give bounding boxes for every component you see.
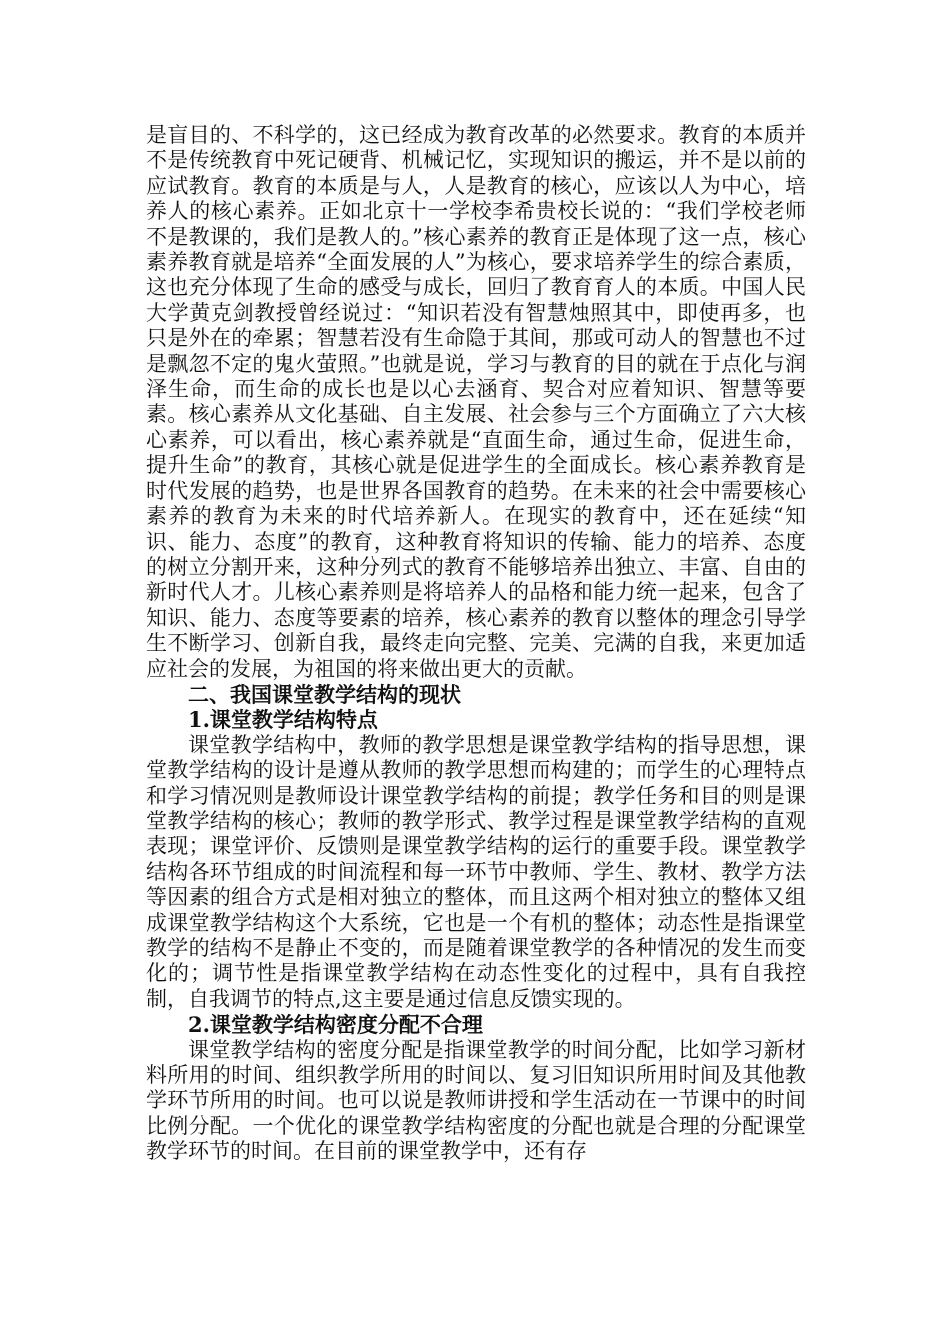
subheading-density-allocation: 2.课堂教学结构密度分配不合理 (188, 1012, 483, 1038)
document-body (146, 123, 806, 1165)
section-heading: 二、我国课堂教学结构的现状 (188, 681, 461, 707)
paragraph-density-allocation: 课堂教学结构的密度分配是指课堂教学的时间分配，比如学习新材料所用的时间、组织教学所用的时间以、复习旧知识所用时间及其他教学环节所用的时间。也可以说是教师讲授和学生活动在一节课中的时间比例分配。一个优化的课堂教学结构密度的分配也就是合理的分配课堂教学环节的时间。在目前的课堂教学中，还有存 (146, 1037, 806, 1164)
paragraph-core-literacy: 是盲目的、不科学的，这已经成为教育改革的必然要求。教育的本质并不是传统教育中死记硬背、机械记忆，实现知识的搬运，并不是以前的应试教育。教育的本质是与人，人是教育的核心，应该以人为中心，培养人的核心素养。正如北京十一学校李希贵校长说的：“我们学校老师不是教课的，我们是教人的。”核心素养的教育正是体现了这一点，核心素养教育就是培养“全面发展的人”为核心，要求培养学生的综合素质，这也充分体现了生命的感受与成长，回归了教育育人的本质。中国人民大学黄克剑教授曾经说过：“知识若没有智慧烛照其中，即使再多，也只是外在的牵累；智慧若没有生命隐于其间，那或可动人的智慧也不过是飘忽不定的鬼火萤照。”也就是说，学习与教育的目的就在于点化与润泽生命，而生命的成长也是以心去涵育、契合对应着知识、智慧等要素。核心素养从文化基础、自主发展、社会参与三个方面确立了六大核心素养，可以看出，核心素养就是“直面生命，通过生命，促进生命，提升生命”的教育，其核心就是促进学生的全面成长。核心素养教育是时代发展的趋势，也是世界各国教育的趋势。在未来的社会中需要核心素养的教育为未来的时代培养新人。在现实的教育中，还在延续“知识、能力、态度”的教育，这种教育将知识的传输、能力的培养、态度的树立分割开来，这种分列式的教育不能够培养出独立、丰富、自由的新时代人才。儿核心素养则是将培养人的品格和能力统一起来，包含了知识、能力、态度等要素的培养，核心素养的教育以整体的理念引导学生不断学习、创新自我，最终走向完整、完美、完满的自我，来更加适应社会的发展，为祖国的将来做出更大的贡献。 (146, 123, 806, 681)
subheading-structure-features: 1.课堂教学结构特点 (188, 707, 378, 733)
paragraph-structure-features: 课堂教学结构中，教师的教学思想是课堂教学结构的指导思想，课堂教学结构的设计是遵从教师的教学思想而构建的；而学生的心理特点和学习情况则是教师设计课堂教学结构的前提；教学任务和目的则是课堂教学结构的核心；教师的教学形式、教学过程是课堂教学结构的直观表现；课堂评价、反馈则是课堂教学结构的运行的重要手段。课堂教学结构各环节组成的时间流程和每一环节中教师、学生、教材、教学方法等因素的组合方式是相对独立的整体，而且这两个相对独立的整体又组成课堂教学结构这个大系统，它也是一个有机的整体；动态性是指课堂教学的结构不是静止不变的，而是随着课堂教学的各种情况的发生而变化的；调节性是指课堂教学结构在动态性变化的过程中，具有自我控制，自我调节的特点,这主要是通过信息反馈实现的。 (146, 732, 806, 1011)
